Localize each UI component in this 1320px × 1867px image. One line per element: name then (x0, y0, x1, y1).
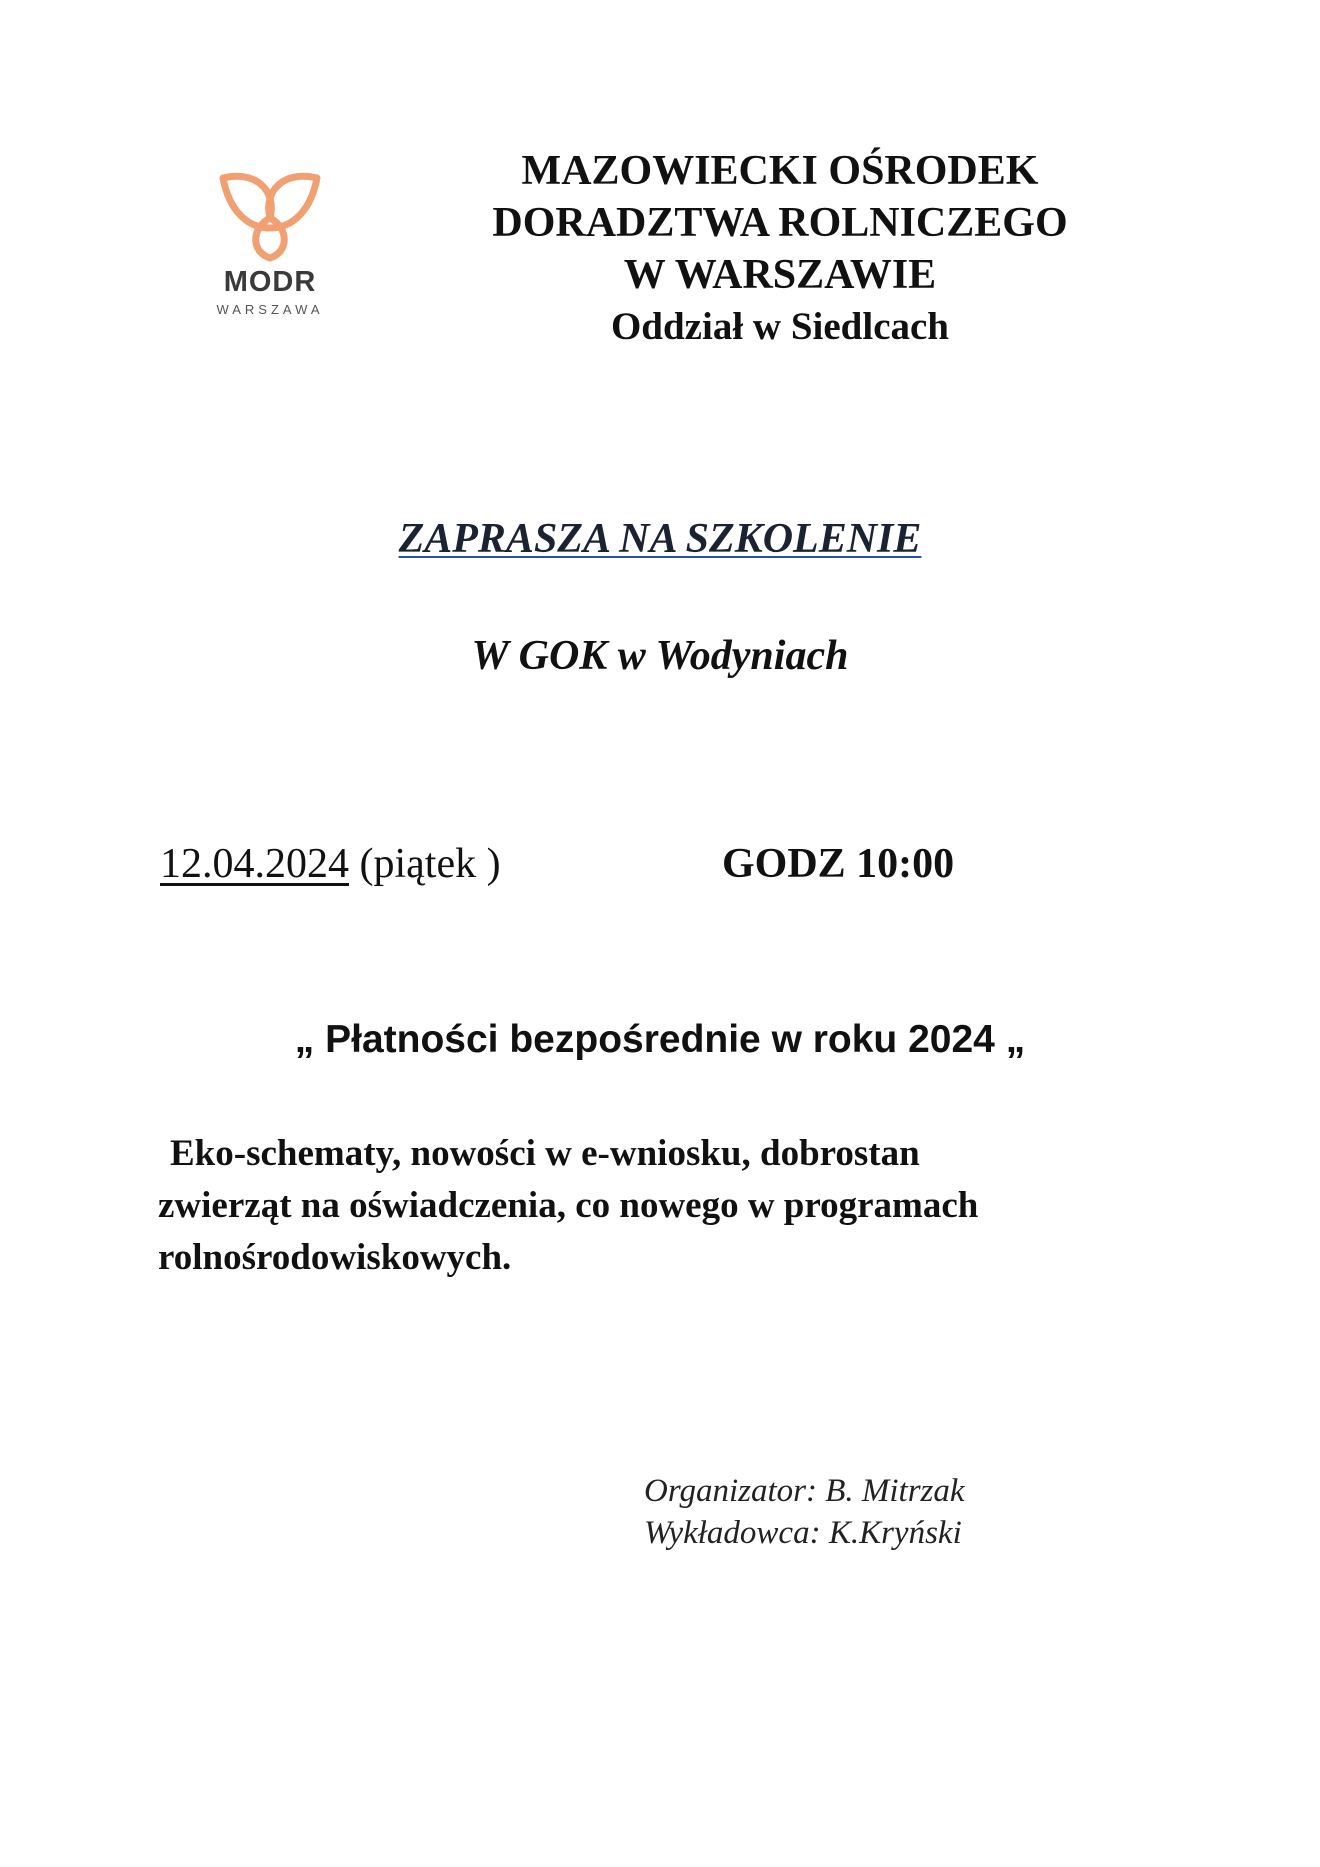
description-line-3: rolnośrodowiskowych. (158, 1237, 512, 1278)
venue: W GOK w Wodyniach (471, 633, 849, 679)
logo-subtitle: WARSZAWA (216, 302, 324, 317)
event-date: 12.04.2024 (160, 841, 349, 887)
description-line-1: Eko-schematy, nowości w e-wniosku, dobrostan (170, 1133, 920, 1174)
invitation-heading: ZAPRASZA NA SZKOLENIE (398, 516, 922, 562)
modr-logo (200, 170, 340, 316)
organizers-block (644, 1470, 1064, 1554)
org-line-3: W WARSZAWIE (623, 252, 937, 298)
organization-header (440, 145, 1120, 353)
event-weekday: (piątek ) (359, 841, 501, 887)
lecturer: Wykładowca: K.Kryński (644, 1515, 962, 1551)
training-description (158, 1128, 1178, 1284)
training-topic: „ Płatności bezpośrednie w roku 2024 „ (294, 1018, 1026, 1061)
modr-knot-icon (215, 170, 325, 262)
organizer: Organizator: B. Mitrzak (644, 1473, 965, 1509)
org-branch: Oddział w Siedlcach (610, 305, 950, 348)
org-line-1: MAZOWIECKI OŚRODEK (521, 148, 1039, 194)
event-datetime (160, 840, 1060, 900)
event-time: GODZ 10:00 (722, 841, 955, 887)
description-line-2: zwierząt na oświadczenia, co nowego w programach (158, 1185, 979, 1226)
event-date-group (160, 840, 501, 888)
logo-name: MODR (223, 266, 317, 298)
org-line-2: DORADZTWA ROLNICZEGO (492, 200, 1068, 246)
